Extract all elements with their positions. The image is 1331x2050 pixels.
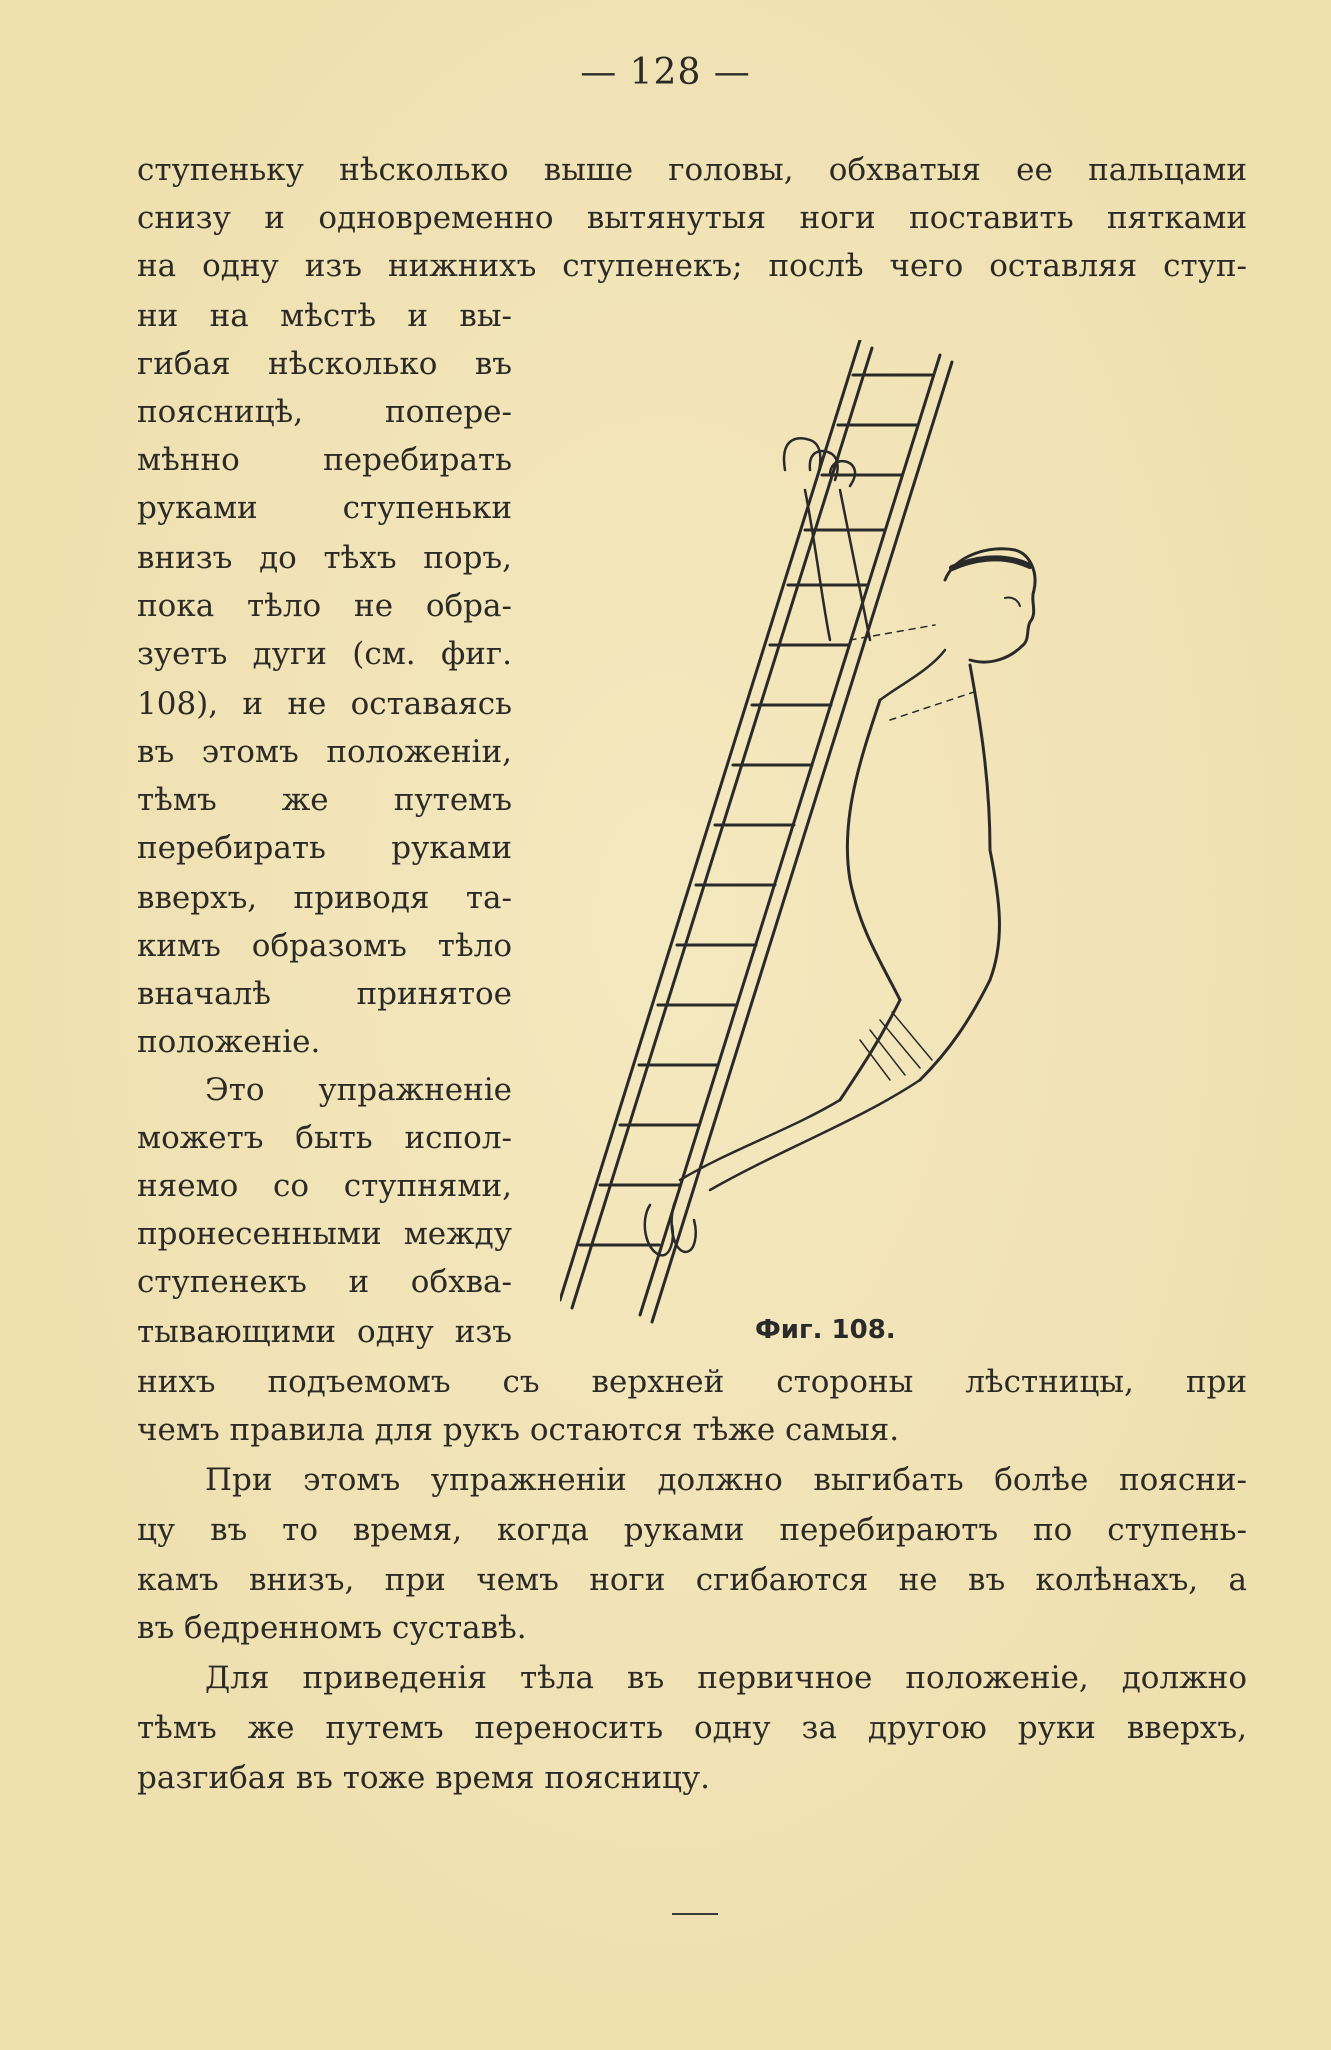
page-number: — 128 — (580, 52, 751, 93)
text-line: ступенекъ и обхва- (137, 1264, 512, 1300)
ladder-figure-illustration (560, 340, 1220, 1340)
text-line: При этомъ упражненіи должно выгибать болѣе поясни- (205, 1462, 1247, 1498)
text-line: мѣнно перебирать (137, 442, 512, 478)
text-line: въ этомъ положеніи, (137, 734, 512, 770)
text-line: няемо со ступнями, (137, 1168, 512, 1204)
text-line: чемъ правила для рукъ остаются тѣже самыя. (137, 1412, 900, 1448)
text-line: руками ступеньки (137, 490, 512, 526)
text-line: камъ внизъ, при чемъ ноги сгибаются не въ колѣнахъ, а (137, 1562, 1247, 1598)
text-line: Это упражненіе (205, 1072, 512, 1108)
text-line: пронесенными между (137, 1216, 512, 1252)
text-line: тѣмъ же путемъ (137, 782, 512, 818)
text-line: Для приведенія тѣла въ первичное положеніе, должно (205, 1660, 1247, 1696)
text-line: 108), и не оставаясь (137, 686, 512, 722)
text-line: ступеньку нѣсколько выше головы, обхватыя ее пальцами (137, 152, 1247, 188)
text-line: пока тѣло не обра- (137, 588, 512, 624)
text-line: тывающими одну изъ (137, 1314, 512, 1350)
text-line: нихъ подъемомъ съ верхней стороны лѣстницы, при (137, 1364, 1247, 1400)
text-line: цу въ то время, когда руками перебираютъ по ступень- (137, 1512, 1247, 1548)
text-line: на одну изъ нижнихъ ступенекъ; послѣ чего оставляя ступ- (137, 248, 1247, 284)
text-line: ни на мѣстѣ и вы- (137, 298, 512, 334)
text-line: можетъ быть испол- (137, 1120, 512, 1156)
end-rule (672, 1913, 718, 1915)
text-line: снизу и одновременно вытянутыя ноги поставить пятками (137, 200, 1247, 236)
text-line: гибая нѣсколько въ (137, 346, 512, 382)
text-line: внизъ до тѣхъ поръ, (137, 540, 512, 576)
text-line: положеніе. (137, 1024, 321, 1060)
text-line: поясницѣ, попере- (137, 394, 512, 430)
text-line: перебирать руками (137, 830, 512, 866)
text-line: въ бедренномъ суставѣ. (137, 1610, 527, 1646)
figure-caption: Фиг. 108. (755, 1315, 896, 1345)
text-line: тѣмъ же путемъ переносить одну за другою руки вверхъ, (137, 1710, 1247, 1746)
text-line: разгибая въ тоже время поясницу. (137, 1760, 711, 1796)
text-line: кимъ образомъ тѣло (137, 928, 512, 964)
text-line: вначалѣ принятое (137, 976, 512, 1012)
text-line: зуетъ дуги (см. фиг. (137, 636, 512, 672)
text-line: вверхъ, приводя та- (137, 880, 512, 916)
